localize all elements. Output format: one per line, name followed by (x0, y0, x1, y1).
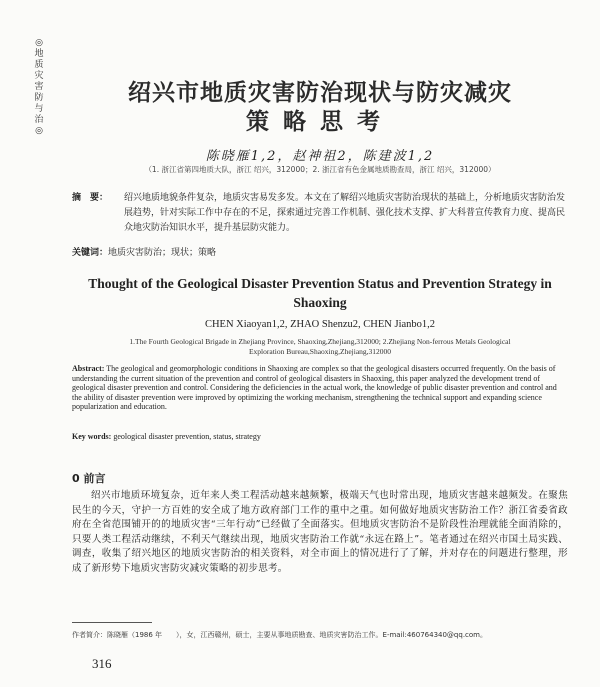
title-cn-line1: 绍兴市地质灾害防治现状与防灾减灾 (128, 79, 512, 106)
abstract-cn-label: 摘 要： (72, 193, 109, 203)
abstract-cn-text: 绍兴地质地貌条件复杂，地质灾害易发多发。本文在了解绍兴地质灾害防治现状的基础上，分析地质灾害防治发展趋势，针对实际工作中存在的不足，探索通过完善工作机制、强化技术支撑、扩大科普宣传教育力度、提高民众地灾防治知识水平，提升基层防灾能力。 (124, 193, 566, 233)
abstract-cn (72, 191, 568, 236)
author-footnote: 作者简介：陈晓雁（1986 年 ），女，江西赣州，硕士，主要从事地质勘查、地质灾害防治工作。E-mail:460764340@qq.com。 (72, 631, 487, 639)
keywords-cn-label: 关键词： (72, 248, 109, 258)
abstract-en-text: The geological and geomorphologic conditions in Shaoxing are complex so that the geological disasters occurred frequently. On the basis of understanding the current situation of the prevention and control of geological disasters in Shaoxing, this paper analyzed the development trend of geological disaster prevention and control. Considering the deficiencies in the actual work, the knowledge of public disaster prevention and control and the ability of disaster prevention were improved by optimizing the working mechanism, strengthening the technical support and expanding science popularization and education. (72, 364, 557, 412)
keywords-en-label: Key words: (72, 432, 112, 441)
keywords-en-text: geological disaster prevention, status, strategy (113, 432, 261, 441)
affiliation-en: 1.The Fourth Geological Brigade in Zhejiang Province, Shaoxing,Zhejiang,312000; 2.Zhejiang Non-ferrous Metals Geological Exploration Bureau,Shaoxing,Zhejiang,312000 (129, 337, 511, 356)
affiliation-cn: （1. 浙江省第四地质大队，浙江 绍兴，312000；2. 浙江省有色金属地质勘查局，浙江 绍兴，312000） (144, 165, 496, 174)
section-heading: 0 前言 (72, 472, 106, 485)
keywords-en (72, 432, 261, 441)
keywords-cn (72, 245, 216, 258)
page-number: 316 (92, 656, 112, 671)
journal-column-label: ◎地质灾害防与治◎ (34, 38, 44, 136)
authors-cn: 陈晓雁1,2，赵神祖2，陈建波1,2 (205, 149, 435, 164)
authors-en: CHEN Xiaoyan1,2, ZHAO Shenzu2, CHEN Jianbo1,2 (204, 319, 436, 330)
title-en: Thought of the Geological Disaster Prevention Status and Prevention Strategy in Shaoxing (88, 276, 552, 310)
title-cn-line2: 策略思考 (246, 108, 394, 135)
keywords-cn-text: 地质灾害防治；现状；策略 (108, 248, 217, 258)
abstract-en (72, 364, 568, 412)
abstract-en-label: Abstract: (72, 364, 105, 373)
footnote-divider (72, 622, 152, 623)
intro-paragraph: 绍兴市地质环境复杂，近年来人类工程活动越来越频繁，极端天气也时常出现，地质灾害越来越频发。在聚焦民生的今天，守护一方百姓的安全成了地方政府部门工作的重中之重。如何做好地质灾害防治工作？浙江省委省政府在全省范围铺开的的地质灾害“三年行动”已经做了全面落实。但地质灾害防治不是阶段性治理就能全面消除的，只要人类工程活动继续，不利天气继续出现，地质灾害防治工作就“永远在路上”。笔者通过在绍兴市国土局实践、调查，收集了绍兴地区的地质灾害防治的相关资料，对全市面上的情况进行了了解，并对存在的问题进行整理，形成了新形势下地质灾害防灾减灾策略的初步思考。 (72, 490, 568, 574)
